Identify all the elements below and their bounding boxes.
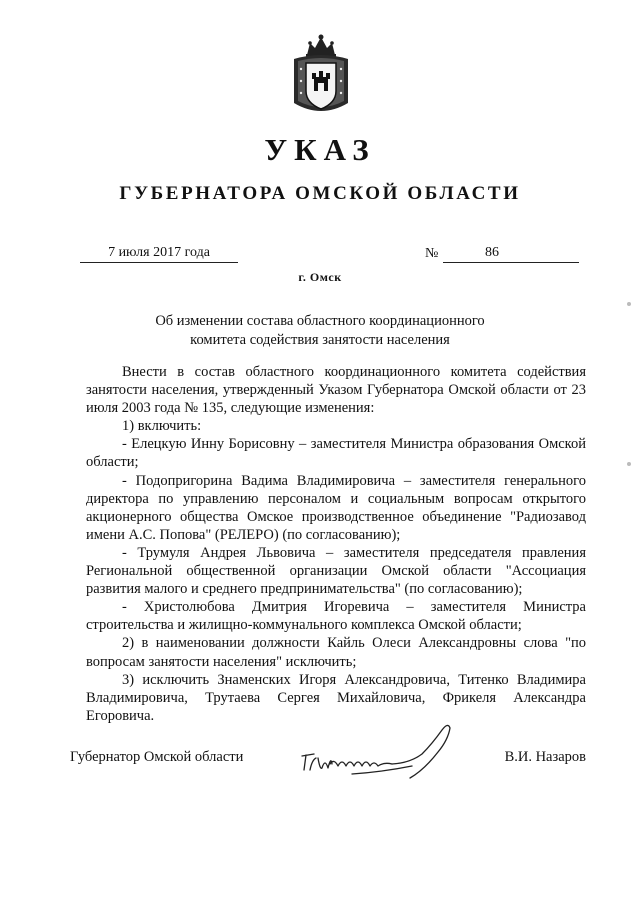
signatory-position: Губернатор Омской области xyxy=(70,749,244,765)
number-label: № xyxy=(425,246,439,261)
body-paragraph: 1) включить: xyxy=(122,418,202,435)
body-paragraph: 2) в наименовании должности Кайль Олеси Александровны слова "по вопросам занятости населения" исключить; xyxy=(86,635,586,670)
body-paragraph: Внести в состав областного координационного комитета содействия занятости населения, утвержденный Указом Губернатора Омской области от 23 июля 2003 года № 135, следующие изменения: xyxy=(86,364,586,417)
coat-of-arms-icon xyxy=(290,33,352,118)
decree-city: г. Омск xyxy=(298,270,342,284)
subject-line: комитета содействия занятости населения xyxy=(190,332,450,348)
signature-image xyxy=(292,718,472,793)
body-paragraph: - Трумуля Андрея Львовича – заместителя председателя правления Региональной общественной организации Омской области "Ассоциация развития малого и среднего предпринимательства" (по согласованию); xyxy=(86,544,586,598)
decree-body xyxy=(86,363,586,725)
scan-mark xyxy=(627,462,631,466)
body-paragraph: 3) исключить Знаменских Игоря Александровича, Титенко Владимира Владимировича, Трутаева Сергея Михайловича, Фрикеля Александра Егоровича. xyxy=(86,671,586,724)
decree-date: 7 июля 2017 года xyxy=(80,244,238,263)
scan-mark xyxy=(627,302,631,306)
subject-line: Об изменении состава областного координационного xyxy=(155,313,485,329)
body-paragraph: - Подопригорина Вадима Владимировича – заместителя генерального директора по управлению персоналом и социальным вопросам открытого акционерного общества Омское производственное объединение "Радиозавод имени А.С. Попова" (РЕЛЕРО) (по согласованию); xyxy=(86,472,586,543)
body-paragraph: - Христолюбова Дмитрия Игоревича – заместителя Министра строительства и жилищно-коммунального комплекса Омской области; xyxy=(86,599,586,634)
decree-subject xyxy=(0,312,640,350)
document-subtitle: ГУБЕРНАТОРА ОМСКОЙ ОБЛАСТИ xyxy=(119,183,521,204)
signatory-name: В.И. Назаров xyxy=(504,749,586,765)
body-paragraph: - Елецкую Инну Борисовну – заместителя Министра образования Омской области; xyxy=(86,436,586,471)
document-title: УКАЗ xyxy=(264,132,376,167)
decree-number: 86 xyxy=(443,244,579,263)
